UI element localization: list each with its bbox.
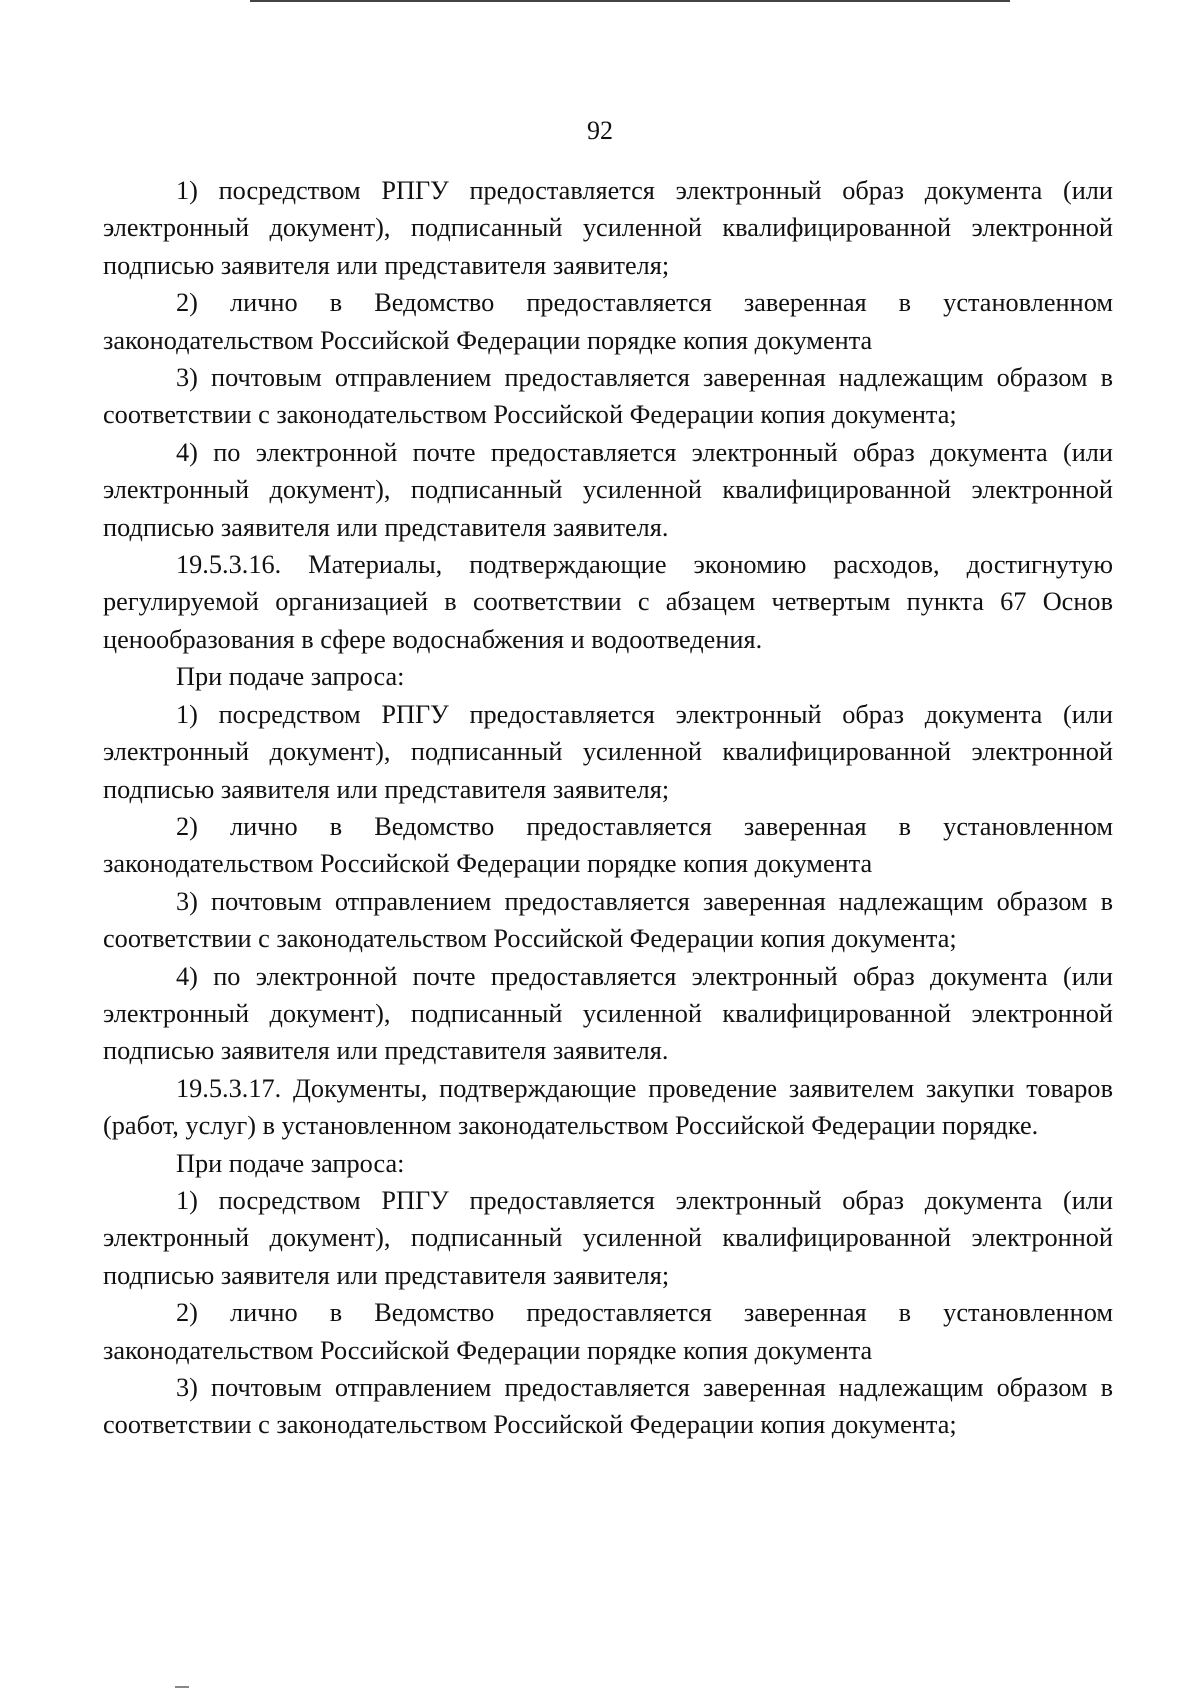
paragraph-item-3-post: 3) почтовым отправлением предоставляется заверенная надлежащим образом в соответствии с законодательством Российской Федерации копия документа;	[103, 1373, 1113, 1440]
paragraph-item-2-in-person: 2) лично в Ведомство предоставляется заверенная в установленном законодательством Российской Федерации порядке копия документа	[103, 288, 1113, 355]
paragraph-item-3-post: 3) почтовым отправлением предоставляется заверенная надлежащим образом в соответствии с законодательством Российской Федерации копия документа;	[103, 363, 1113, 430]
paragraph-item-1-rpgu: 1) посредством РПГУ предоставляется электронный образ документа (или электронный документ), подписанный усиленной квалифицированной электронной подписью заявителя или представителя заявителя;	[103, 699, 1113, 804]
paragraph-item-1-rpgu: 1) посредством РПГУ предоставляется электронный образ документа (или электронный документ), подписанный усиленной квалифицированной электронной подписью заявителя или представителя заявителя;	[103, 176, 1113, 280]
section-19-5-3-17: 19.5.3.17. Документы, подтверждающие проведение заявителем закупки товаров (работ, услуг) в установленном законодательством Российской Федерации порядке.	[103, 1073, 1113, 1141]
section-19-5-3-16: 19.5.3.16. Материалы, подтверждающие экономию расходов, достигнутую регулируемой организацией в соответствии с абзацем четвертым пункта 67 Основ ценообразования в сфере водоснабжения и водоотведения.	[103, 550, 1113, 654]
request-submission-heading: При подаче запроса:	[176, 1148, 405, 1178]
paragraph-item-1-rpgu: 1) посредством РПГУ предоставляется электронный образ документа (или электронный документ), подписанный усиленной квалифицированной электронной подписью заявителя или представителя заявителя;	[103, 1185, 1113, 1290]
document-body	[103, 172, 1113, 1444]
request-submission-heading: При подаче запроса:	[176, 662, 405, 692]
paragraph-item-4-email: 4) по электронной почте предоставляется электронный образ документа (или электронный документ), подписанный усиленной квалифицированной электронной подписью заявителя или представителя заявителя.	[103, 961, 1113, 1066]
paragraph-item-2-in-person: 2) лично в Ведомство предоставляется заверенная в установленном законодательством Российской Федерации порядке копия документа	[103, 1298, 1113, 1365]
page-number: 92	[587, 116, 613, 145]
paragraph-item-4-email: 4) по электронной почте предоставляется электронный образ документа (или электронный документ), подписанный усиленной квалифицированной электронной подписью заявителя или представителя заявителя.	[103, 437, 1113, 542]
scan-edge-top	[250, 0, 1010, 2]
paragraph-item-2-in-person: 2) лично в Ведомство предоставляется заверенная в установленном законодательством Российской Федерации порядке копия документа	[103, 811, 1113, 879]
paragraph-item-3-post: 3) почтовым отправлением предоставляется заверенная надлежащим образом в соответствии с законодательством Российской Федерации копия документа;	[103, 886, 1113, 954]
scan-mark-bottom	[175, 1686, 189, 1688]
